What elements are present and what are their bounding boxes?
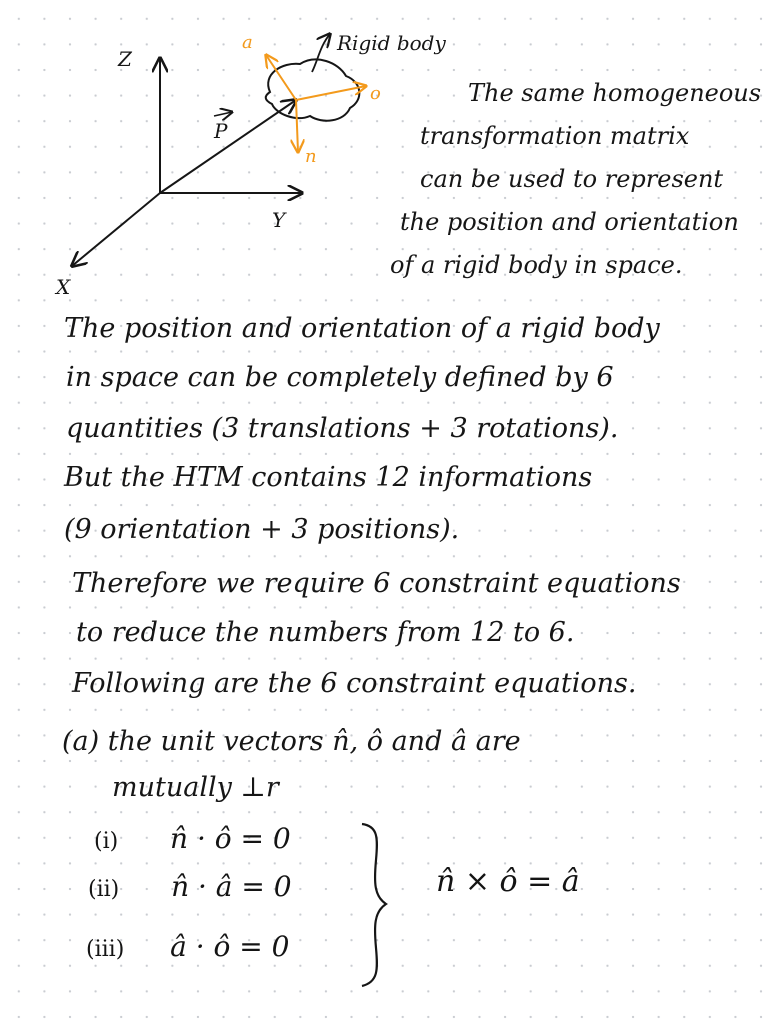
vector-o-arrow — [296, 86, 366, 100]
body-line-3: quantities (3 translations + 3 rotations). — [66, 413, 619, 444]
body-line-6: Therefore we require 6 constraint equations — [72, 568, 681, 599]
cross-product-equation: n̂ × ô = â — [436, 864, 580, 899]
rigid-body-leader — [312, 34, 330, 72]
equation-1-label: (i) — [94, 829, 119, 854]
body-line-8: Following are the 6 constraint equations. — [72, 668, 637, 699]
right-curly-brace — [356, 820, 396, 990]
rigid-body-label: Rigid body — [337, 31, 446, 55]
side-note-line-2: transformation matrix — [420, 122, 690, 150]
y-axis-label: Y — [272, 208, 286, 232]
side-note-line-5: of a rigid body in space. — [390, 251, 683, 279]
body-line-5: (9 orientation + 3 positions). — [64, 514, 460, 545]
equation-2-label: (ii) — [88, 877, 120, 902]
body-line-4: But the HTM contains 12 informations — [64, 462, 593, 493]
body-line-9: (a) the unit vectors n̂, ô and â are — [62, 726, 521, 757]
side-note-line-1: The same homogeneous — [468, 79, 762, 107]
equation-3-label: (iii) — [86, 937, 125, 962]
equation-3 — [86, 930, 289, 963]
vector-n-label: n — [305, 146, 317, 167]
vector-o-label: o — [370, 83, 381, 104]
z-axis-label: Z — [118, 47, 132, 71]
body-line-7: to reduce the numbers from 12 to 6. — [76, 617, 575, 648]
vector-p-overarrow — [214, 112, 232, 116]
equation-3-expr: â · ô = 0 — [170, 930, 290, 963]
side-note-line-3: can be used to represent — [420, 165, 724, 193]
body-line-2: in space can be completely defined by 6 — [66, 362, 614, 393]
equation-1-expr: n̂ · ô = 0 — [170, 822, 291, 855]
side-note-line-4: the position and orientation — [400, 208, 739, 236]
equation-2-expr: n̂ · â = 0 — [171, 870, 292, 903]
vector-n-arrow — [296, 100, 298, 152]
equation-1 — [94, 822, 291, 855]
vector-p-label: P — [214, 119, 228, 143]
position-vector-p — [160, 100, 296, 193]
body-line-1: The position and orientation of a rigid body — [64, 313, 660, 344]
equation-2 — [88, 870, 292, 903]
x-axis-line — [72, 193, 160, 266]
vector-a-label: a — [242, 32, 253, 53]
x-axis-label: X — [56, 275, 71, 299]
body-line-10: mutually ⊥r — [112, 772, 279, 803]
